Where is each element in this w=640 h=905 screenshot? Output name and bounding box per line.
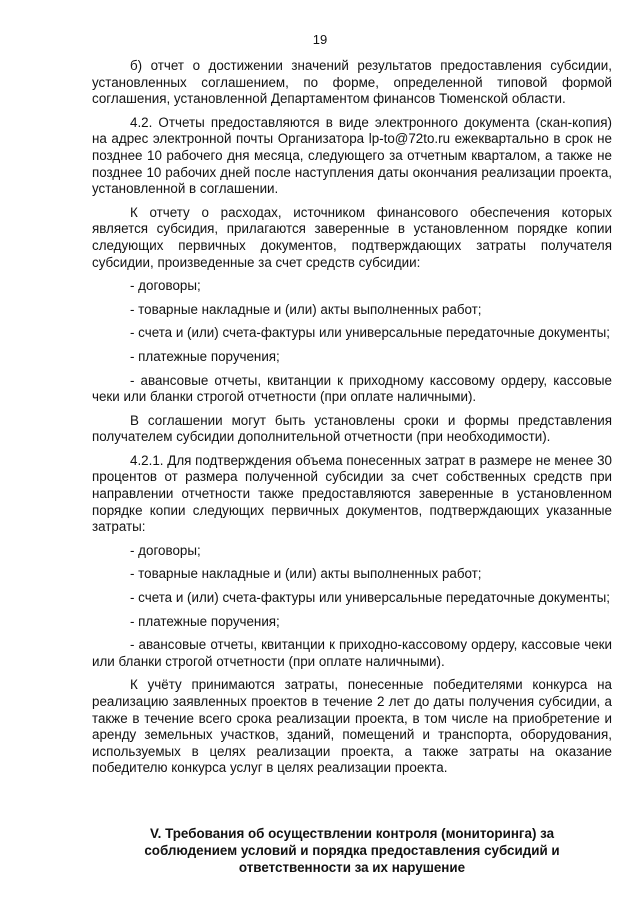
list-item: - счета и (или) счета-фактуры или универсальные передаточные документы; <box>130 590 610 606</box>
section-heading-line: ответственности за их нарушение <box>238 859 466 875</box>
paragraph-4-2-1: 4.2.1. Для подтверждения объема понесенных затрат в размере не менее 30 процентов от размера полученной субсидии за счет собственных средств при направлении отчетности также предоставляются заверенные в установленном порядке копии следующих первичных документов, подтверждающих указанные затраты: <box>92 452 612 535</box>
list-item: - счета и (или) счета-фактуры или универсальные передаточные документы; <box>130 325 610 341</box>
list-item: - товарные накладные и (или) акты выполненных работ; <box>130 566 482 582</box>
list-item: - авансовые отчеты, квитанции к приходно-кассовому ордеру, кассовые чеки или бланки строгой отчетности (при оплате наличными). <box>92 637 612 669</box>
section-heading-line: соблюдением условий и порядка предоставления субсидий и <box>144 842 560 858</box>
paragraph-additional-reporting: В соглашении могут быть установлены сроки и формы представления получателем субсидии дополнительной отчетности (при необходимости). <box>92 412 612 445</box>
list-item: - договоры; <box>130 542 201 558</box>
paragraph-4-2: 4.2. Отчеты предоставляются в виде электронного документа (скан-копия) на адрес электронной почты Организатора lp-to@72to.ru ежеквартально в срок не позднее 10 рабочего дня месяца, следующего за отчетным кварталом, а также не позднее 10 рабочих дней после наступления даты окончания реализации проекта, установленной в соглашении. <box>92 114 612 197</box>
list-item: - договоры; <box>130 278 201 294</box>
list-item: - платежные поручения; <box>130 613 280 629</box>
paragraph-expense-report: К отчету о расходах, источником финансового обеспечения которых является субсидия, прилагаются заверенные в установленном порядке копии следующих первичных документов, подтверждающих затраты получателя субсидии, произведенные за счет средств субсидии: <box>92 204 612 270</box>
list-item: - товарные накладные и (или) акты выполненных работ; <box>130 301 482 317</box>
section-heading-line: V. Требования об осуществлении контроля (мониторинга) за <box>149 826 555 841</box>
paragraph-report-achievement: б) отчет о достижении значений результатов предоставления субсидии, установленных соглашением, по форме, определенной типовой формой соглашения, установленной Департаментом финансов Тюменской области. <box>92 58 612 107</box>
document-body <box>92 58 612 784</box>
section-heading <box>92 826 612 876</box>
paragraph-accepted-costs: К учёту принимаются затраты, понесенные победителями конкурса на реализацию заявленных проектов в течение 2 лет до даты получения субсидии, а также в течение всего срока реализации проекта, в том числе на приобретение и аренду земельных участков, зданий, помещений и транспорта, оборудования, используемых в целях реализации проекта, а также затраты на оказание победителю конкурса услуг в целях реализации проекта. <box>92 677 612 776</box>
list-item: - авансовые отчеты, квитанции к приходному кассовому ордеру, кассовые чеки или бланки строгой отчетности (при оплате наличными). <box>92 372 612 405</box>
list-item: - платежные поручения; <box>130 348 280 364</box>
page-number: 19 <box>312 32 328 47</box>
